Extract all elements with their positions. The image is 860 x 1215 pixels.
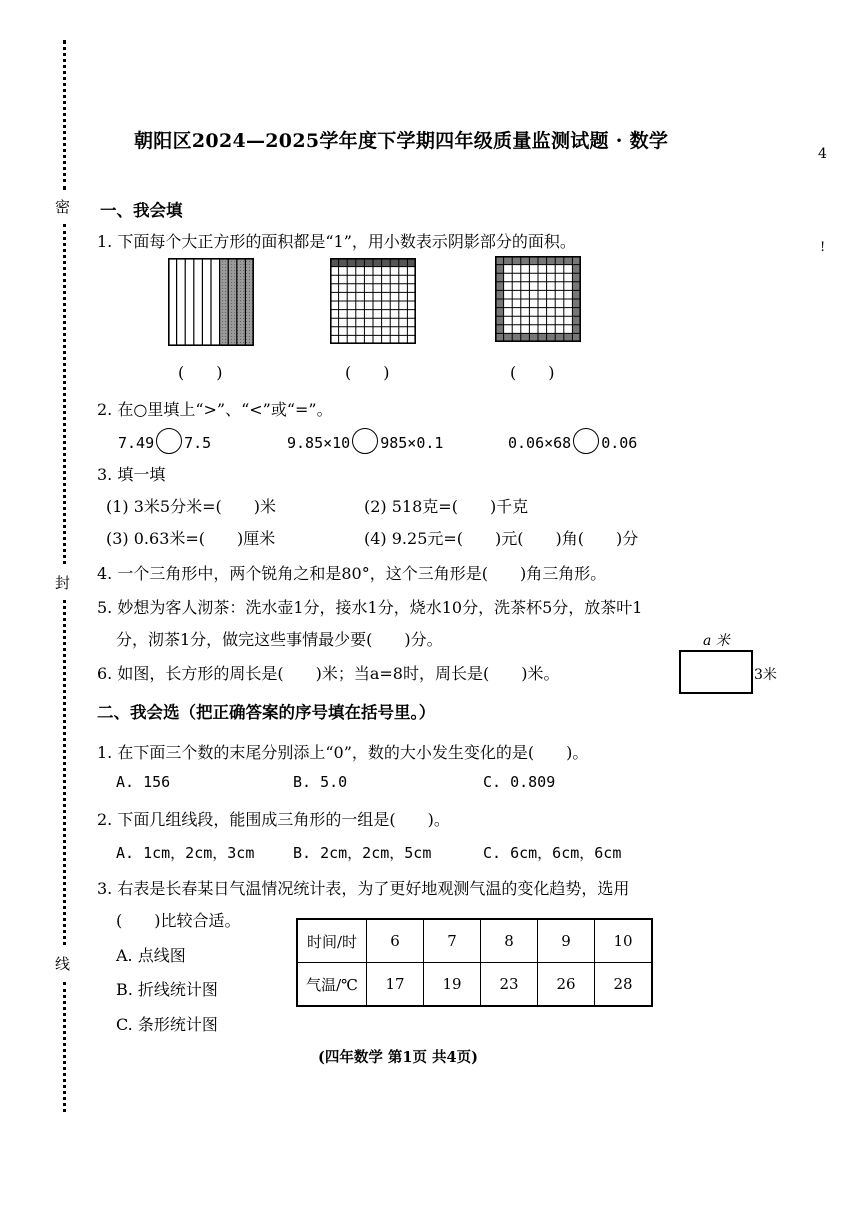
temperature-table: [296, 918, 653, 1007]
table-cell: 28: [595, 963, 653, 1007]
q2-left-1: 7.49: [118, 434, 155, 452]
table-row-time: [297, 919, 652, 963]
s2-q2-option-c: C. 6cm，6cm，6cm: [483, 844, 622, 862]
s2-q2-option-b: B. 2cm，2cm，5cm: [293, 844, 432, 862]
s1-q2-item-3: [508, 428, 637, 454]
binding-line-bottom: [63, 982, 66, 1112]
rect-side-label: 3米: [754, 667, 777, 683]
s1-q5-line1: 5. 妙想为客人沏茶：洗水壶1分，接水1分，烧水10分，洗茶杯5分，放茶叶1: [97, 598, 643, 617]
margin-label-xian: 线: [55, 955, 71, 973]
rectangle-figure: [679, 650, 753, 694]
s1-q2-item-2: [287, 428, 443, 454]
s1-q5-line2: 分，沏茶1分，做完这些事情最少要( )分。: [116, 630, 443, 649]
margin-label-feng: 封: [55, 574, 71, 592]
table-cell: 10: [595, 919, 653, 963]
q2-right-2: 985×0.1: [380, 434, 444, 452]
s1-q2-item-1: [118, 428, 211, 454]
s1-q4: 4. 一个三角形中，两个锐角之和是80°，这个三角形是( )角三角形。: [97, 564, 607, 583]
s2-q2-option-a: A. 1cm，2cm，3cm: [116, 844, 255, 862]
binding-line-mid1: [63, 224, 66, 564]
s1-q1-blank-1[interactable]: ( ): [178, 363, 223, 382]
binding-line-top: [63, 40, 66, 190]
figure-grid-border: [495, 256, 581, 342]
s1-q2-text: 2. 在○里填上“>”、“<”或“=”。: [97, 400, 333, 419]
s2-q3-option-a: A. 点线图: [116, 946, 186, 965]
s2-q3-option-c: C. 条形统计图: [116, 1015, 218, 1034]
table-header-temp: 气温/℃: [297, 963, 367, 1007]
s1-q1-blank-2[interactable]: ( ): [345, 363, 390, 382]
rect-top-label: a 米: [703, 633, 730, 649]
table-cell: 9: [538, 919, 595, 963]
table-cell: 8: [481, 919, 538, 963]
s2-q1-text: 1. 在下面三个数的末尾分别添上“0”，数的大小发生变化的是( )。: [97, 743, 589, 762]
table-cell: 26: [538, 963, 595, 1007]
s1-q1-blank-3[interactable]: ( ): [510, 363, 555, 382]
table-row-temp: [297, 963, 652, 1007]
q2-left-2: 9.85×10: [287, 434, 351, 452]
s1-q1-text: 1. 下面每个大正方形的面积都是“1”，用小数表示阴影部分的面积。: [97, 232, 576, 251]
s1-q3-b: (2) 518克=( )千克: [364, 497, 529, 516]
side-mark-excl: !: [820, 240, 826, 255]
s1-q3-text: 3. 填一填: [97, 465, 166, 484]
q2-right-3: 0.06: [601, 434, 638, 452]
s2-q3-line1: 3. 右表是长春某日气温情况统计表，为了更好地观测气温的变化趋势，选用: [97, 879, 630, 898]
q2-right-1: 7.5: [184, 434, 212, 452]
table-cell: 17: [367, 963, 424, 1007]
s2-q1-option-c: C. 0.809: [483, 773, 556, 791]
s2-q3-line2: ( )比较合适。: [116, 911, 241, 930]
margin-label-mi: 密: [55, 198, 71, 216]
s1-q3-c: (3) 0.63米=( )厘米: [106, 529, 276, 548]
figure-strips: [168, 258, 254, 346]
page-footer: (四年数学 第1页 共4页): [318, 1049, 478, 1066]
compare-circle-2[interactable]: [352, 428, 378, 454]
table-cell: 7: [424, 919, 481, 963]
binding-line-mid2: [63, 600, 66, 945]
s2-q2-text: 2. 下面几组线段，能围成三角形的一组是( )。: [97, 810, 450, 829]
section2-heading: 二、我会选（把正确答案的序号填在括号里。）: [97, 703, 436, 722]
table-cell: 19: [424, 963, 481, 1007]
q2-left-3: 0.06×68: [508, 434, 572, 452]
table-cell: 6: [367, 919, 424, 963]
s1-q3-a: (1) 3米5分米=( )米: [106, 497, 277, 516]
compare-circle-1[interactable]: [156, 428, 182, 454]
table-cell: 23: [481, 963, 538, 1007]
s2-q3-option-b: B. 折线统计图: [116, 980, 218, 999]
figure-grid-top-row: [330, 258, 416, 344]
s2-q1-option-b: B. 5.0: [293, 773, 348, 791]
s2-q1-option-a: A. 156: [116, 773, 171, 791]
side-mark-4: 4: [818, 146, 827, 162]
compare-circle-3[interactable]: [573, 428, 599, 454]
page-title: 朝阳区2024—2025学年度下学期四年级质量监测试题 · 数学: [134, 130, 669, 152]
table-header-time: 时间/时: [297, 919, 367, 963]
s1-q3-d: (4) 9.25元=( )元( )角( )分: [364, 529, 639, 548]
s1-q6: 6. 如图，长方形的周长是( )米；当a=8时，周长是( )米。: [97, 664, 560, 683]
section1-heading: 一、我会填: [100, 201, 183, 220]
